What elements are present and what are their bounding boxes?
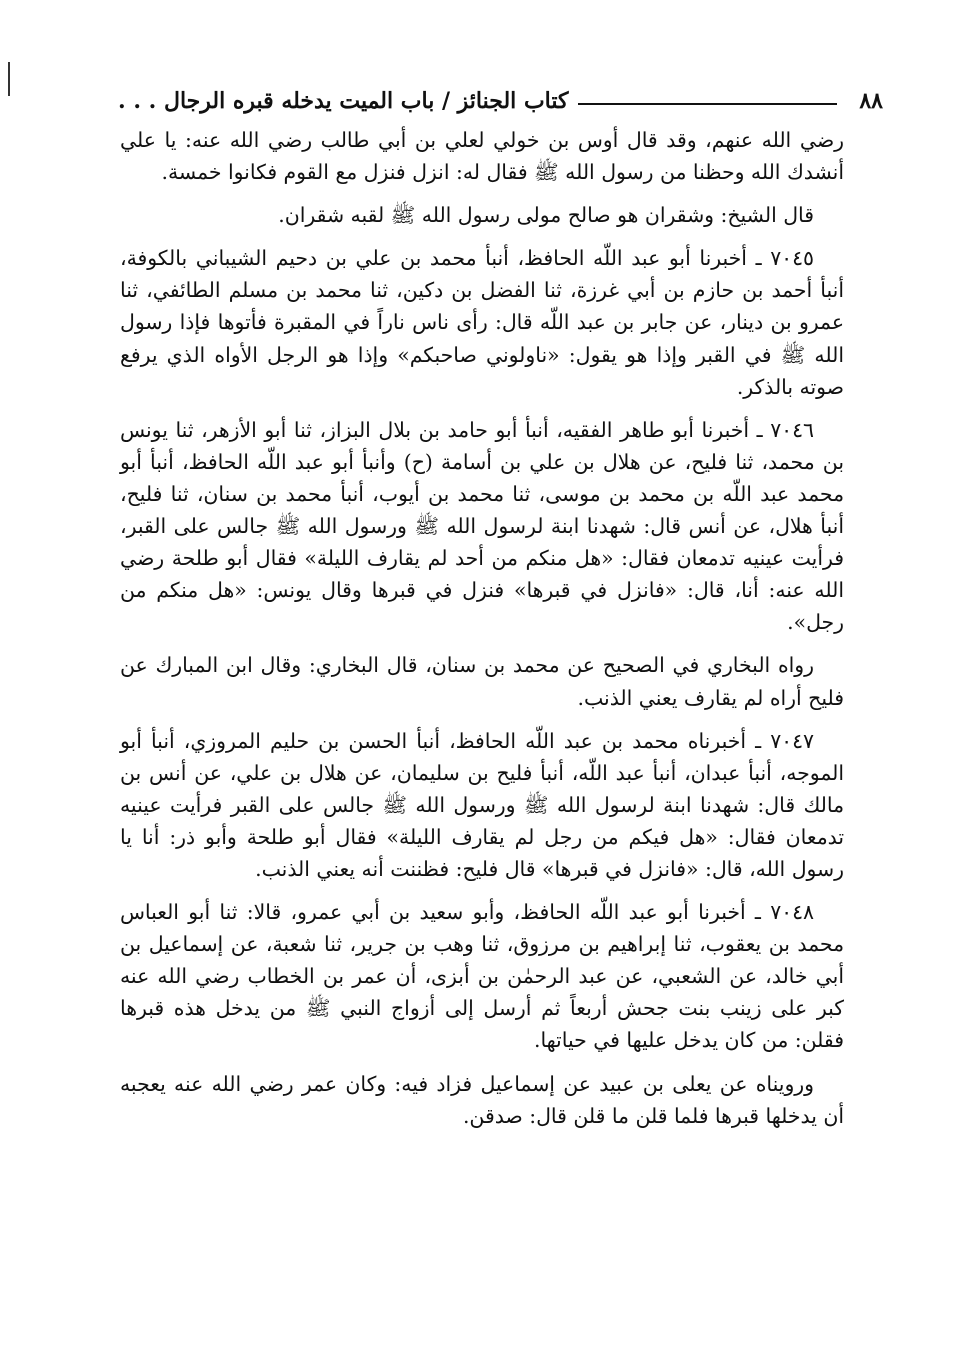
hadith-7046: ٧٠٤٦ ـ أخبرنا أبو طاهر الفقيه، أنبأ أبو حامد بن بلال البزاز، ثنا أبو الأزهر، ثنا يونس بن محمد، ثنا فليح، عن هلال بن علي بن أسامة (ح) وأنبأ أبو عبد اللّه الحافظ، أنبأ أبو محمد عبد اللّه بن محمد بن موسى، ثنا محمد بن أيوب، أنبأ محمد بن سنان، ثنا فليح، أنبأ هلال، عن أنس قال: شهدنا ابنة لرسول الله ﷺ ورسول الله ﷺ جالس على القبر، فرأيت عينيه تدمعان فقال: «هل منكم من أحد لم يقارف الليلة» فقال أبو طلحة رضي الله عنه: أنا، قال: «فانزل في قبرها» فنزل في قبرها وقال يونس: «هل منكم من رجل». xyxy=(120,417,844,635)
running-title: كتاب الجنائز / باب الميت يدخله قبره الرجال . . . xyxy=(118,88,569,114)
paragraph-continuation: رضي الله عنهم، وقد قال أوس بن خولي لعلي بن أبي طالب رضي الله عنه: يا علي أنشدك الله وحظنا من رسول الله ﷺ فقال له: انزل فنزل مع القوم فكانوا خمسة. xyxy=(120,128,844,185)
hadith-7045: ٧٠٤٥ ـ أخبرنا أبو عبد اللّه الحافظ، أنبأ محمد بن علي بن دحيم الشيباني بالكوفة، أنبأ أحمد بن حازم بن أبي غرزة، ثنا الفضل بن دكين، ثنا محمد بن مسلم الطائفي، ثنا عمرو بن دينار، عن جابر بن عبد اللّه قال: رأى ناس ناراً في المقبرة فأتوها فإذا رسول الله ﷺ في القبر وإذا هو يقول: «ناولوني صاحبكم» وإذا هو الرجل الأواه الذي يرفع صوته بالذكر. xyxy=(120,246,844,399)
header-rule xyxy=(578,103,837,105)
paragraph-riwaya-note: ورويناه عن يعلى بن عبيد عن إسماعيل فزاد فيه: وكان عمر رضي الله عنه يعجبه أن يدخلها قبرها فلما قلن ما قلن قال: صدقن. xyxy=(120,1071,844,1128)
page-number: ٨٨ xyxy=(859,88,883,114)
hadith-7047: ٧٠٤٧ ـ أخبرناه محمد بن عبد اللّه الحافظ، أنبأ الحسن بن حليم المروزي، أنبأ أبو الموجه، أنبأ عبدان، أنبأ عبد اللّه، أنبأ فليح بن سليمان، عن هلال بن علي، عن أنس بن مالك قال: شهدنا ابنة لرسول الله ﷺ ورسول الله ﷺ جالس على القبر فرأيت عينيه تدمعان فقال: «هل فيكم من رجل لم يقارف الليلة» فقال أبو طلحة وأبو ذر: أنا يا رسول الله، قال: «فانزل في قبرها» قال فليح: فظننت أنه يعني الذنب. xyxy=(120,728,844,881)
hadith-7048: ٧٠٤٨ ـ أخبرنا أبو عبد اللّه الحافظ، وأبو سعيد بن أبي عمرو، قالا: ثنا أبو العباس محمد بن يعقوب، ثنا إبراهيم بن مرزوق، ثنا وهب بن جرير، ثنا شعبة، عن إسماعيل بن أبي خالد، عن الشعبي، عن عبد الرحمٰن بن أبزى، أن عمر بن الخطاب رضي الله عنه كبر على زينب بنت جحش أربعاً ثم أرسل إلى أزواج النبي ﷺ من يدخل هذه قبرها فقلن: من كان يدخل عليها في حياتها. xyxy=(120,900,844,1053)
page-body xyxy=(120,124,844,1132)
paragraph-sheikh-note: قال الشيخ: وشقران هو صالح مولى رسول الله ﷺ لقبه شقران. xyxy=(278,203,814,228)
paragraph-bukhari-note: رواه البخاري في الصحيح عن محمد بن سنان، قال البخاري: وقال ابن المبارك عن فليح أراه لم يقارف يعني الذنب. xyxy=(120,653,844,710)
scan-edge-mark xyxy=(8,62,10,96)
page-header xyxy=(118,74,883,114)
